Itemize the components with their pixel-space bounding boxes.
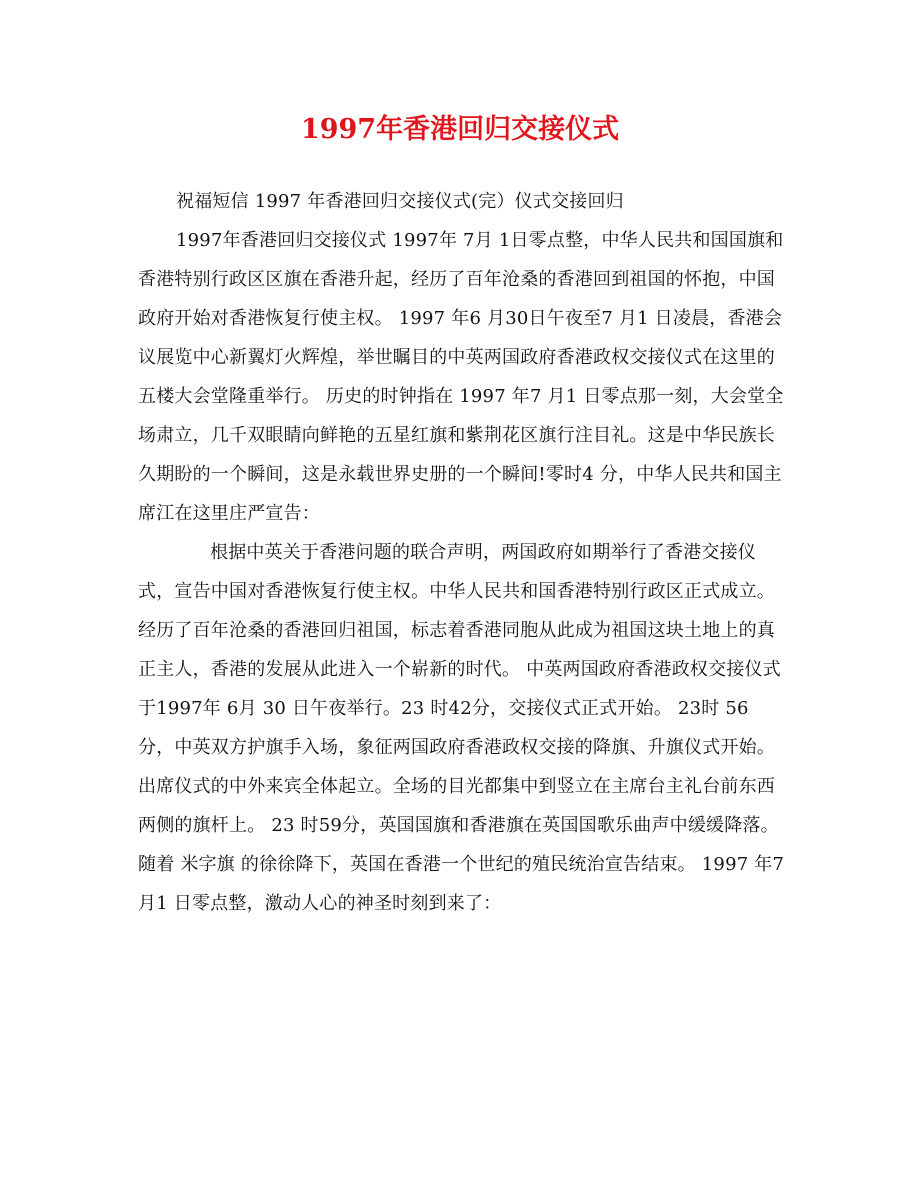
paragraph-ceremony: 1997年香港回归交接仪式 1997年 7月 1日零点整，中华人民共和国国旗和香港特别行政区区旗在香港升起，经历了百年沧桑的香港回到祖国的怀抱，中国政府开始对香港恢复行使主权。 1997 年6 月30日午夜至7 月1 日凌晨，香港会议展览中心新翼灯火辉煌，举世瞩目的中英两国政府香港政权交接仪式在这里的五楼大会堂隆重举行。 历史的时钟指在 1997 年7 月1 日零点那一刻，大会堂全场肃立，几千双眼睛向鲜艳的五星红旗和紫荆花区旗行注目礼。这是中华民族长久期盼的一个瞬间，这是永载世界史册的一个瞬间!零时4 分，中华人民共和国主席江在这里庄严宣告： [138,230,784,524]
document-body [138,182,791,923]
paragraph-intro: 祝福短信 1997 年香港回归交接仪式(完）仪式交接回归 [176,191,624,212]
paragraph-declaration: 根据中英关于香港问题的联合声明，两国政府如期举行了香港交接仪式，宣告中国对香港恢复行使主权。中华人民共和国香港特别行政区正式成立。经历了百年沧桑的香港回归祖国，标志着香港同胞从此成为祖国这块土地上的真正主人，香港的发展从此进入一个崭新的时代。 中英两国政府香港政权交接仪式于1997年 6月 30 日午夜举行。23 时42分，交接仪式正式开始。 23时 56 分，中英双方护旗手入场，象征两国政府香港政权交接的降旗、升旗仪式开始。出席仪式的中外来宾全体起立。全场的目光都集中到竖立在主席台主礼台前东西两侧的旗杆上。 23 时59分，英国国旗和香港旗在英国国歌乐曲声中缓缓降落。随着 米字旗 的徐徐降下，英国在香港一个世纪的殖民统治宣告结束。 1997 年7 月1 日零点整，激动人心的神圣时刻到来了： [138,542,791,914]
document-title: 1997年香港回归交接仪式 [300,114,620,145]
